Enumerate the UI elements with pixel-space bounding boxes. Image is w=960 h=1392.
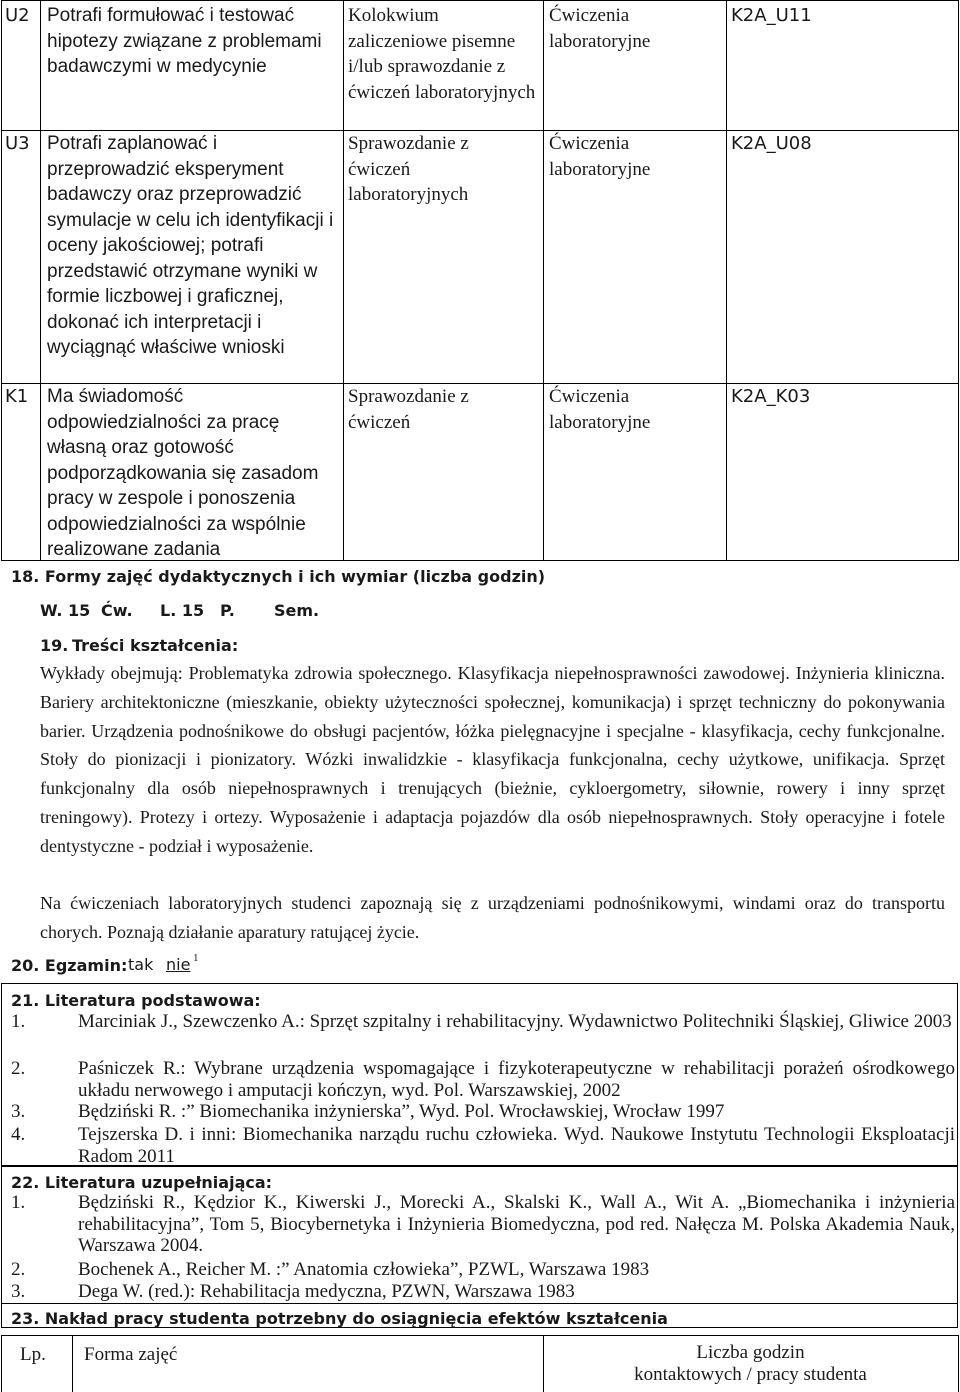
course-content-lectures: Wykłady obejmują: Problematyka zdrowia społecznego. Klasyfikacja niepełnosprawności zawodowej. Inżynieria kliniczna. Bariery architektoniczne (mieszkanie, obiekty użyteczności społecznej, komunikacja) i sprzęt techniczny do pokonywania barier. Urządzenia podnośnikowe do obsługi pacjentów, łóżka pielęgnacyjne i specjalne - klasyfikacja, cechy funkcjonalne. Stoły do pionizacji i pionizatory. Wózki inwalidzkie - klasyfikacja funkcjonalna, cechy użytkowe, unifikacja. Sprzęt funkcjonalny dla osób niepełnosprawnych i trenujących (bieżnie, cykloergometry, siłownie, rowery i inny sprzęt treningowy). Protezy i ortezy. Wyposażenie i adaptacja pojazdów dla osób niepełnosprawnych. Stoły operacyjne i fotele dentystyczne - podział i wyposażenie.	[40, 663, 945, 856]
exam-no: nie	[166, 955, 191, 974]
workload-title-box	[1, 1304, 958, 1328]
section-19-number: 19.	[40, 636, 69, 655]
section-19-title: Treści kształcenia:	[72, 636, 239, 655]
class-form: Ćwiczenia laboratoryjne	[549, 133, 651, 180]
reference-code: K2A_K03	[731, 386, 811, 407]
row-code: U3	[5, 133, 30, 154]
section-23-title: 23. Nakład pracy studenta potrzebny do osiągnięcia efektów kształcenia	[11, 1309, 668, 1328]
literature-item: 1. Marciniak J., Szewczenko A.: Sprzęt szpitalny i rehabilitacyjny. Wydawnictwo Politechniki Śląskiej, Gliwice 2003	[11, 1011, 952, 1032]
seminar-hours: Sem.	[274, 601, 320, 620]
section-22-title: 22. Literatura uzupełniająca:	[11, 1173, 273, 1192]
learning-effect: Potrafi zaplanować i przeprowadzić eksperyment badawczy oraz przeprowadzić symulacje w celu ich identyfikacji i oceny jakościowej; potrafi przedstawić otrzymane wyniki w formie liczbowej i graficznej, dokonać ich interpretacji i wyciągnąć właściwe wnioski	[47, 133, 334, 358]
literature-item: 4. Tejszerska D. i inni: Biomechanika narządu ruchu człowieka. Wyd. Naukowe Instytutu Technologii Eksploatacji Radom 2011	[11, 1124, 955, 1167]
verification-method: Kolokwium zaliczeniowe pisemne i/lub sprawozdanie z ćwiczeń laboratoryjnych	[348, 5, 536, 103]
column-hours: Liczba godzin kontaktowych / pracy studenta	[634, 1342, 867, 1385]
reference-code: K2A_U08	[731, 133, 812, 154]
literature-item: 3. Będziński R. :” Biomechanika inżynierska”, Wyd. Pol. Wrocławskiej, Wrocław 1997	[11, 1101, 725, 1122]
literature-item: 2. Bochenek A., Reicher M. :” Anatomia człowieka”, PZWL, Warszawa 1983	[11, 1259, 650, 1280]
basic-literature-box	[1, 983, 958, 1166]
learning-effect: Potrafi formułować i testować hipotezy związane z problemami badawczymi w medycynie	[47, 5, 322, 77]
section-20-title: 20. Egzamin:	[11, 956, 128, 975]
literature-item: 1. Będziński R., Kędzior K., Kiwerski J., Morecki A., Skalski K., Wall A., Wit A. „Biomechanika i inżynieria rehabilitacyjna”, Tom 5, Biocybernetyka i Inżynieria Biomedyczna, pod red. Nałęcza M. Polska Akademia Nauk, Warszawa 2004.	[11, 1192, 955, 1256]
exercise-hours: Ćw.	[101, 601, 133, 620]
literature-item: 2. Paśniczek R.: Wybrane urządzenia wspomagające i fizykoterapeutyczne w rehabilitacji porażeń ośrodkowego układu nerwowego i amputacji kończyn, wyd. Pol. Warszawskiej, 2002	[11, 1058, 955, 1101]
supplementary-literature-box	[1, 1166, 958, 1304]
class-form: Ćwiczenia laboratoryjne	[549, 5, 651, 52]
row-code: U2	[5, 5, 30, 26]
learning-effect: Ma świadomość odpowiedzialności za pracę własną oraz gotowość podporządkowania się zasadom pracy w zespole i ponoszenia odpowiedzialności za wspólnie realizowane zadania	[47, 386, 319, 560]
exam-footnote: 1	[193, 952, 199, 964]
verification-method: Sprawozdanie z ćwiczeń laboratoryjnych	[348, 133, 469, 205]
exam-yes: tak	[128, 955, 154, 974]
class-form: Ćwiczenia laboratoryjne	[549, 386, 651, 433]
literature-item: 3. Dega W. (red.): Rehabilitacja medyczna, PZWN, Warszawa 1983	[11, 1281, 575, 1302]
row-code: K1	[5, 386, 29, 407]
column-form: Forma zajęć	[84, 1344, 178, 1365]
lab-hours: L. 15	[160, 601, 205, 620]
project-hours: P.	[220, 601, 235, 620]
verification-method: Sprawozdanie z ćwiczeń	[348, 386, 469, 433]
section-18-title: 18. Formy zajęć dydaktycznych i ich wymiar (liczba godzin)	[11, 567, 546, 586]
lecture-hours: W. 15	[40, 601, 91, 620]
course-content-labs: Na ćwiczeniach laboratoryjnych studenci zapoznają się z urządzeniami podnośnikowymi, windami oraz do transportu chorych. Poznają działanie aparatury ratującej życie.	[40, 893, 945, 942]
column-lp: Lp.	[20, 1344, 46, 1365]
reference-code: K2A_U11	[731, 5, 812, 26]
section-21-title: 21. Literatura podstawowa:	[11, 991, 261, 1010]
